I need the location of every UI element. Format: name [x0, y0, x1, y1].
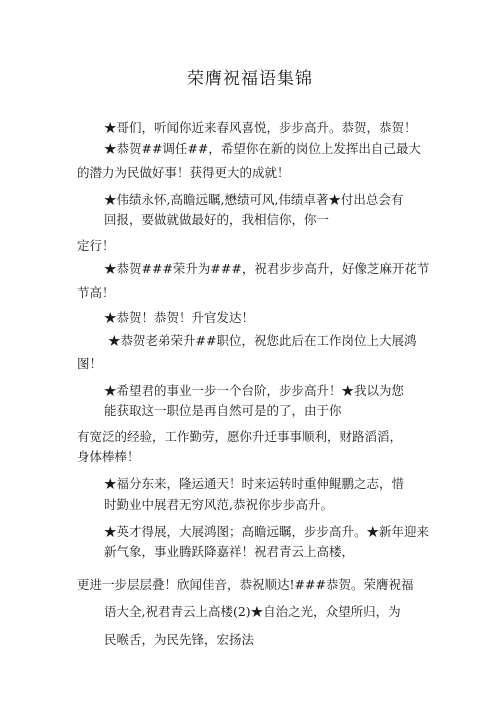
text-line: ★伟绩永怀,高瞻远瞩,懋绩可风,伟绩卓著★付出总会有 — [104, 192, 404, 207]
text-line: 有宽泛的经验，工作勤劳，愿你升迁事事顺利，财路滔滔， — [77, 429, 403, 444]
text-line: 语大全,祝君青云上高楼(2)★自治之光，众望所归，为 — [104, 604, 401, 619]
text-line: ★恭贺##调任##，希望你在新的岗位上发挥出自己最大 — [104, 141, 421, 156]
document-title: 荣膺祝福语集锦 — [187, 69, 313, 89]
text-line: 回报，要做就做最好的，我相信你，你一 — [104, 212, 330, 227]
text-line: ★希望君的事业一步一个台阶，步步高升！★我以为您 — [104, 383, 405, 398]
text-line: ★恭贺！恭贺！升官发达！ — [104, 310, 255, 325]
text-line: ★恭贺###荣升为###，祝君步步高升，好像芝麻开花节 — [104, 261, 430, 276]
text-line: 节高！ — [77, 285, 115, 300]
text-line: 新气象，事业腾跃降嘉祥！祝君青云上高楼， — [104, 544, 355, 559]
text-line: 更进一步层层叠！欣闻佳音，恭祝顺达!###恭贺。荣膺祝福 — [77, 577, 414, 592]
text-line: 身体棒棒！ — [77, 449, 140, 464]
text-line: ★哥们，听闻你近来春风喜悦，步步高升。恭贺，恭贺！ — [104, 120, 417, 135]
text-line: ★恭贺老弟荣升##职位，祝您此后在工作岗位上大展鸿 — [108, 333, 417, 348]
text-line: ★福分东来，隆运通天！时来运转时重伸鲲鹏之志，惜 — [104, 476, 405, 491]
text-line: 的潜力为民做好事！获得更大的成就！ — [77, 165, 290, 180]
text-line: 定行！ — [77, 238, 115, 253]
text-line: 时勤业中展君无穷风范,恭祝你步步高升。 — [104, 497, 333, 512]
text-line: 民喉舌，为民先锋，宏扬法 — [104, 632, 255, 647]
text-line: 图！ — [77, 356, 103, 371]
text-line: ★英才得展，大展鸿图；高瞻远瞩，步步高升。★新年迎来 — [104, 524, 430, 539]
text-line: 能获取这一职位是再自然可是的了，由于你 — [104, 403, 342, 418]
